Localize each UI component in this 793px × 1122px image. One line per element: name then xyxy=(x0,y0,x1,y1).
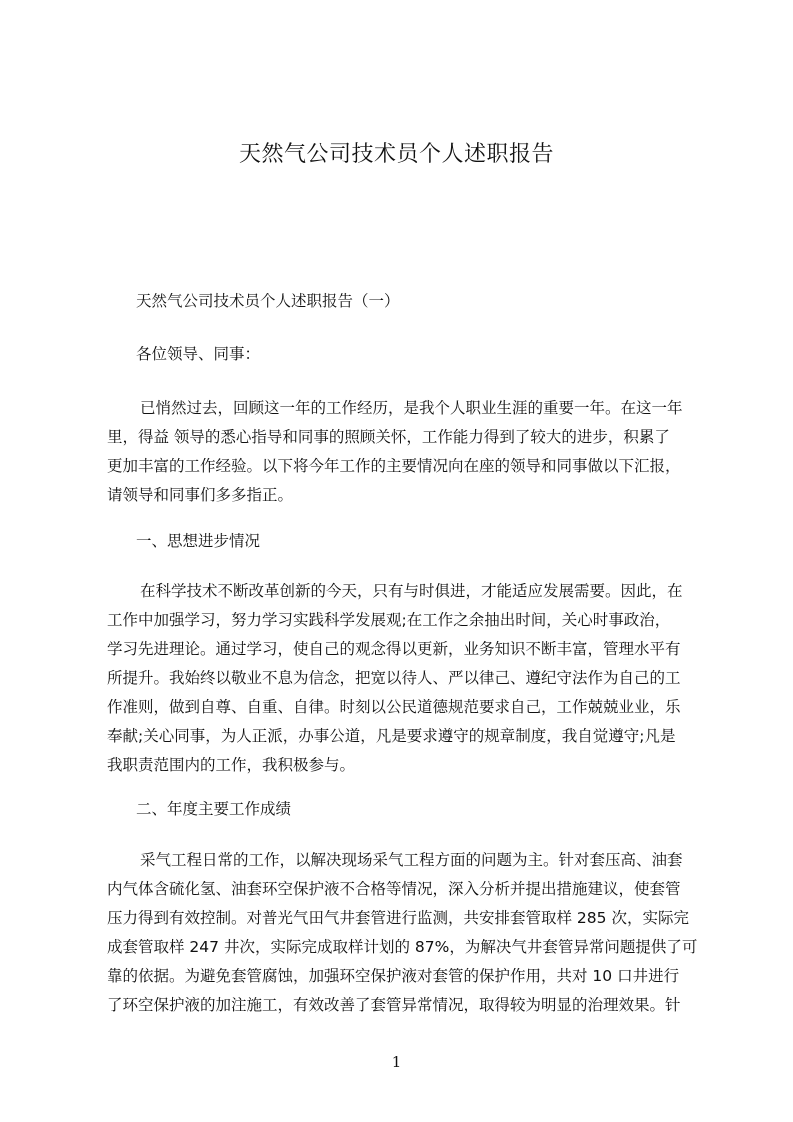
paragraph-line: 所提升。我始终以敬业不息为信念，把宽以待人、严以律己、遵纪守法作为自己的工 xyxy=(107,669,681,687)
section-heading-annual-achievements: 二、年度主要工作成绩 xyxy=(136,800,292,818)
paragraph-line: 已悄然过去，回顾这一年的工作经历，是我个人职业生涯的重要一年。在这一年 xyxy=(140,399,683,417)
paragraph-line: 学习先进理论。通过学习，使自己的观念得以更新，业务知识不断丰富，管理水平有 xyxy=(107,640,681,658)
page-number: 1 xyxy=(391,1053,402,1071)
paragraph-line: 奉献;关心同事，为人正派，办事公道，凡是要求遵守的规章制度，我自觉遵守;凡是 xyxy=(107,727,676,745)
paragraph-line: 工作中加强学习，努力学习实践科学发展观;在工作之余抽出时间，关心时事政治， xyxy=(107,611,671,629)
annual-achievements-paragraph xyxy=(107,846,701,1020)
paragraph-line: 成套管取样 247 井次，实际完成取样计划的 87%，为解决气井套管异常问题提供了可 xyxy=(107,938,698,956)
greeting-line: 各位领导、同事： xyxy=(136,345,261,363)
paragraph-line: 靠的依据。为避免套管腐蚀，加强环空保护液对套管的保护作用，共对 10 口井进行 xyxy=(107,967,680,985)
paragraph-line: 在科学技术不断改革创新的今天，只有与时俱进，才能适应发展需要。因此，在 xyxy=(140,582,683,600)
document-title: 天然气公司技术员个人述职报告 xyxy=(238,142,554,167)
paragraph-line: 里，得益 领导的悉心指导和同事的照顾关怀，工作能力得到了较大的进步，积累了 xyxy=(107,428,670,446)
intro-paragraph xyxy=(107,394,701,510)
thought-progress-paragraph xyxy=(107,577,701,780)
paragraph-line: 请领导和同事们多多指正。 xyxy=(107,486,294,504)
paragraph-line: 内气体含硫化氢、油套环空保护液不合格等情况，深入分析并提出措施建议，使套管 xyxy=(107,880,681,898)
section-heading-thought-progress: 一、思想进步情况 xyxy=(136,532,261,550)
paragraph-line: 采气工程日常的工作，以解决现场采气工程方面的问题为主。针对套压高、油套 xyxy=(140,851,683,869)
paragraph-line: 压力得到有效控制。对普光气田气井套管进行监测，共安排套管取样 285 次，实际完 xyxy=(107,909,689,927)
paragraph-line: 了环空保护液的加注施工，有效改善了套管异常情况，取得较为明显的治理效果。针 xyxy=(107,996,681,1014)
paragraph-line: 我职责范围内的工作，我积极参与。 xyxy=(107,756,356,774)
paragraph-line: 作准则，做到自尊、自重、自律。时刻以公民道德规范要求自己，工作兢兢业业，乐 xyxy=(107,698,681,716)
paragraph-line: 更加丰富的工作经验。以下将今年工作的主要情况向在座的领导和同事做以下汇报， xyxy=(107,457,681,475)
report-subtitle: 天然气公司技术员个人述职报告（一） xyxy=(136,292,400,310)
